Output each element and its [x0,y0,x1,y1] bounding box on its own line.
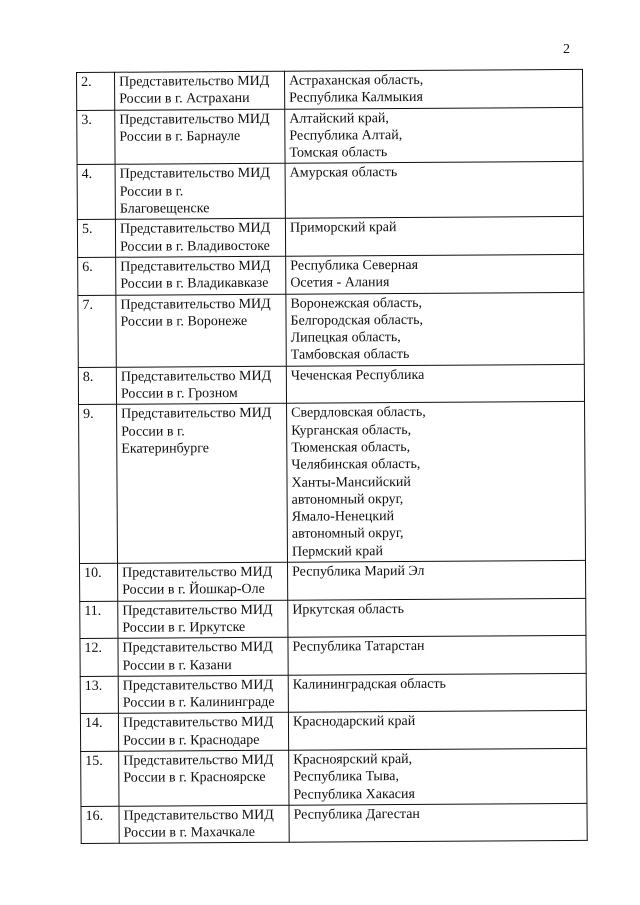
regions-cell [288,598,586,637]
representative-offices-table [76,69,588,845]
regions-cell [287,560,585,599]
office-line: России в г. Калининграде [122,694,275,711]
office-line: России в г. Красноярске [123,770,266,787]
office-cell [118,600,288,639]
region-line: автономный округ, [291,526,404,543]
row-number: 15. [81,751,119,806]
row-number: 13. [80,676,118,714]
region-line: Челябинская область, [291,457,421,473]
office-line: Представительство МИД [122,677,274,694]
regions-cell [288,711,586,750]
regions-cell [285,107,583,164]
office-line: России в г. Казани [122,657,232,674]
office-line: России в г. Воронеже [120,313,248,330]
region-line: Приморский край [289,220,397,237]
region-line: Республика Дагестан [293,806,420,823]
table-row [80,560,586,601]
office-cell [118,713,288,752]
regions-cell [284,69,582,108]
region-line: Республика Татарстан [292,639,425,655]
office-line: России в г. Грозном [120,386,238,402]
office-cell [118,637,288,676]
regions-cell [289,803,587,842]
office-line: Екатеринбурге [121,441,210,457]
region-line: Иркутская область [292,601,404,618]
region-line: Тюменская область, [291,439,411,456]
regions-cell [286,364,584,403]
regions-cell [288,636,586,675]
row-number: 11. [80,601,118,639]
table-row [77,69,583,110]
office-line: России в г. Краснодаре [123,732,260,749]
office-cell [115,219,285,258]
office-line: России в г. Барнауле [119,128,241,145]
region-line: Томская область [289,145,388,161]
table-row [79,402,586,564]
office-cell [117,404,288,564]
table-row [81,748,587,806]
table-row [78,254,584,295]
region-line: Республика Тыва, [293,769,400,785]
row-number: 4. [77,165,115,220]
office-line: Представительство МИД [122,564,273,581]
region-line: Ямало-Ненецкий [291,509,395,525]
region-line: Красноярский край, [293,751,413,768]
row-number: 16. [81,806,119,844]
office-line: России в г. Махачкале [123,825,255,841]
table-row [80,673,586,714]
regions-cell [288,673,586,712]
office-cell [119,750,289,806]
row-number: 2. [77,72,115,110]
row-number: 3. [77,110,115,165]
regions-cell [287,402,586,562]
region-line: Амурская область [289,165,398,182]
office-line: Представительство МИД [121,406,272,423]
table-row [77,162,583,220]
office-cell [115,109,285,165]
table-row [77,217,583,258]
region-line: Липецкая область, [290,330,401,346]
office-line: Представительство МИД [120,258,271,275]
office-cell [116,294,286,367]
row-number: 9. [79,405,118,564]
region-line: Белгородская область, [290,312,424,329]
office-line: Представительство МИД [119,221,271,238]
office-line: России в г. [121,423,185,440]
office-line: России в г. Иркутске [122,619,246,636]
region-line: Чеченская Республика [290,367,425,384]
office-line: России в г. Йошкар-Оле [122,582,265,599]
region-line: Республика Алтай, [289,127,403,144]
office-line: Представительство МИД [123,807,274,824]
office-cell [116,256,286,295]
region-line: Тамбовская область [290,347,410,364]
office-line: России в г. [119,184,184,200]
page-number: 2 [563,42,570,57]
table-row [78,292,584,367]
regions-cell [286,292,584,366]
office-line: Представительство МИД [123,752,274,769]
region-line: Республика Хакасия [293,786,415,803]
office-cell [118,562,288,601]
table-row [81,803,587,844]
regions-cell [285,162,583,219]
office-line: Представительство МИД [119,111,270,128]
region-line: автономный округ, [291,491,404,508]
office-line: России в г. Владивостоке [120,238,270,255]
table-row [80,636,586,677]
region-line: Свердловская область, [291,405,426,422]
table-row [77,107,583,165]
office-line: России в г. Владикавказе [120,276,269,292]
office-line: Представительство МИД [119,166,270,183]
regions-cell [289,748,587,805]
row-number: 6. [78,257,116,295]
table-row [78,364,584,405]
row-number: 12. [80,638,118,676]
office-line: Представительство МИД [122,715,274,732]
region-line: Осетия - Алания [290,275,390,291]
row-number: 8. [78,367,116,405]
office-line: Представительство МИД [122,602,273,619]
table-row [80,711,586,752]
region-line: Республика Северная [290,257,419,274]
office-cell [119,805,289,844]
table-row [80,598,586,639]
office-line: Представительство МИД [120,368,272,385]
region-line: Астраханская область, [289,72,424,89]
region-line: Краснодарский край [292,714,416,731]
region-line: Калининградская область [292,676,446,693]
region-line: Республика Калмыкия [289,90,423,106]
office-line: Представительство МИД [122,640,273,656]
region-line: Ханты-Мансийский [291,474,411,491]
office-line: Представительство МИД [120,296,271,313]
region-line: Пермский край [291,543,383,560]
regions-cell [286,254,584,293]
row-number: 14. [80,714,118,752]
office-line: России в г. Астрахани [119,91,250,108]
row-number: 5. [77,220,115,258]
office-line: Благовещенске [119,201,210,217]
row-number: 10. [80,563,118,601]
region-line: Республика Марий Эл [292,563,425,580]
office-cell [116,366,286,405]
region-line: Курганская область, [291,422,412,439]
office-cell [115,71,285,110]
table-body [77,69,588,844]
region-line: Алтайский край, [289,110,389,127]
office-line: Представительство МИД [119,73,270,90]
row-number: 7. [78,295,116,367]
regions-cell [285,217,583,256]
office-cell [118,675,288,714]
office-cell [115,164,285,220]
region-line: Воронежская область, [290,295,423,312]
